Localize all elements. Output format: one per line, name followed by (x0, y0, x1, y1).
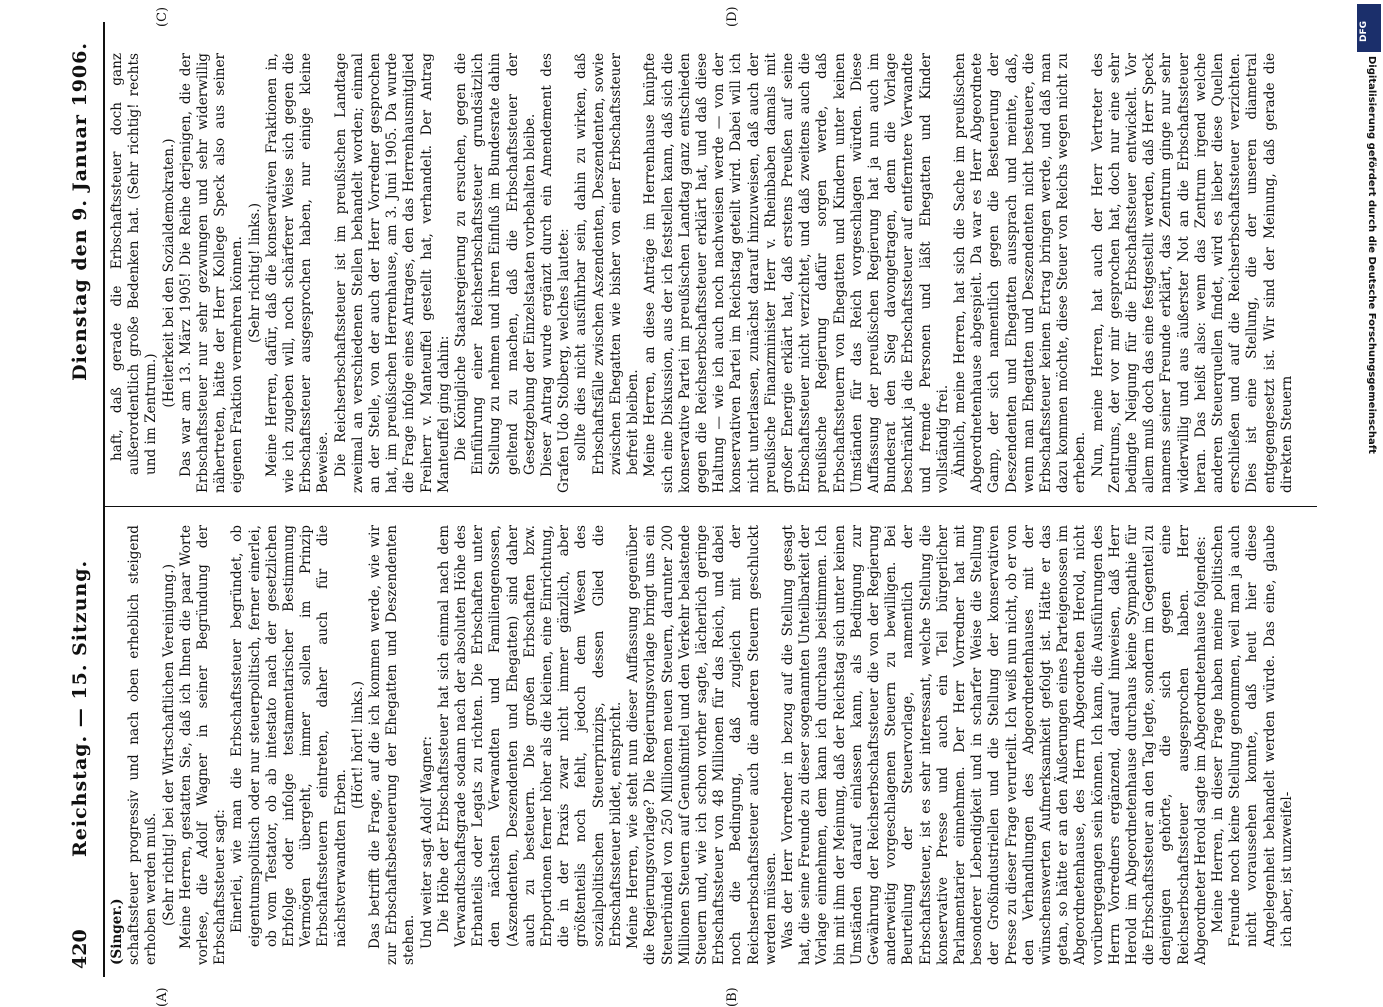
page-header (65, 22, 103, 977)
paragraph: Meine Herren, gestatten Sie, daß ich Ihnen die paar Worte vorlese, die Adolf Wagner in seiner Begründung der Erbschaftssteuer sagt: (177, 525, 229, 965)
paragraph: Ähnlich, meine Herren, hat sich die Sache im preußischen Abgeordnetenhause abgespielt. Da war es Herr Abgeordnete Gamp, der sich namentlich gegen die Besteuerung der Deszendenten und Ehegatten aussprach und meinte, daß, wenn man Ehegatten und Deszendenten nicht besteuere, die Erbschaftssteuer keinen Ertrag bringen werde, und daß man dazu kommen möchte, diese Steuer von Reichs wegen nicht zu erheben. (951, 53, 1089, 493)
quotation: haft, daß gerade die Erbschaftssteuer doch ganz außerordentlich große Bedenken hat. (Sehr richtig! rechts und im Zentrum.) (109, 53, 160, 475)
margin-mark-b: (B) (725, 987, 740, 1007)
paragraph: Meine Herren, an diese Anträge im Herrenhause knüpfte sich eine Diskussion, aus der ich feststellen kann, daß sich die konservative Partei im preußischen Landtag ganz entschieden gegen die Reichserbschaftssteuer erklärt hat, und daß diese Haltung — wie ich auch noch nachweisen werde — von der konservativen Partei im Reichstag geteilt wird. Dabei will ich nicht unterlassen, zunächst darauf hinzuweisen, daß auch der preußische Finanzminister Herr v. Rheinbaben damals mit großer Energie erklärt hat, daß erstens Preußen auf seine Erbschaftssteuer nicht verzichtet, und daß zweitens auch die preußische Regierung dafür sorgen werde, daß Erbschaftssteuern von Ehegatten und Kindern unter keinen Umständen für das Reich vorgeschlagen würden. Diese Auffassung der preußischen Regierung hat ja nun auch im Bundesrat den Sieg davongetragen, denn die Vorlage beschränkt ja die Erbschaftssteuer auf entferntere Verwandte und fremde Personen und läßt Ehegatten und Kinder vollständig frei. (642, 53, 951, 493)
paragraph: Meine Herren, dafür, daß die konservativen Fraktionen in, wie ich zugeben will, noch schärferer Weise sich gegen die Erbschaftssteuer ausgesprochen haben, nur einige kleine Beweise. (263, 53, 332, 493)
right-column (109, 53, 1313, 493)
left-column (109, 525, 1313, 965)
interjection: (Heiterkeit bei den Sozialdemokraten.) (160, 138, 177, 408)
paragraph: Das war am 13. März 1905! Die Reihe derjenigen, die der Erbschaftssteuer nur sehr gezwungen und sehr widerwillig nähertreten, hätte der Herr Kollege Speck also aus seiner eigenen Fraktion vermehren können. (177, 53, 246, 493)
quotation: Die Königliche Staatsregierung zu ersuchen, gegen die Einführung einer Reichserbschaftssteuer grundsätzlich Stellung zu nehmen und ihren Einfluß im Bundesrate dahin geltend zu machen, daß die Erbschaftssteuer der Gesetzgebung der Einzelstaaten vorbehalten bleibe. (453, 53, 538, 475)
margin-mark-d: (D) (725, 6, 740, 27)
margin-mark-a: (A) (155, 987, 170, 1007)
dfg-logo (1357, 4, 1381, 52)
interjection: (Sehr richtig! bei der Wirtschaftlichen Vereinigung.) (160, 563, 177, 927)
paragraph: schaftssteuer progressiv und nach oben erheblich steigend erhoben werden muß. (126, 525, 160, 965)
paragraph: Meine Herren, wie steht nun dieser Auffassung gegenüber die Regierungsvorlage? Die Regierungsvorlage bringt uns ein Steuerbündel von 250 Millionen neuen Steuern, darunter 200 Millionen Steuern auf Genußmittel und den Verkehr belastende Steuern und, wie ich schon vorher sagte, lächerlich geringe Erbschaftssteuer von 48 Millionen für das Reich, und dabei noch die Bedingung, daß zugleich mit der Reichserbschaftssteuer auch die anderen Steuern geschluckt werden müssen. (625, 525, 779, 965)
paragraph: Die Reichserbschaftssteuer ist im preußischen Landtage zweimal an verschiedenen Stellen behandelt worden; einmal an der Stelle, von der auch der Herr Vorredner gesprochen hat, im preußischen Herrenhause, am 3. Juni 1905. Da wurde die Frage infolge eines Antrages, den das Herrenhausmitglied Freiherr v. Manteuffel gestellt hat, verhandelt. Der Antrag Manteuffel ging dahin: (332, 53, 452, 493)
interjection: (Hört! hört! links.) (349, 680, 366, 810)
column-divider (105, 506, 1317, 507)
header-right-title: Dienstag den 9. Januar 1906. (69, 42, 91, 381)
header-left-title: Reichstag. — 15. Sitzung. (69, 559, 91, 857)
paragraph: Was der Herr Vorredner in bezug auf die Stellung gesagt hat, die seine Freunde zu dieser sogenannten Unteilbarkeit der Vorlage einnehmen, dem kann ich durchaus beistimmen. Ich bin mit ihm der Meinung, daß der Reichstag sich unter keinen Umständen darauf einlassen kann, als Bedingung zur Gewährung der Reichserbschaftssteuer die von der Regierung anderweitig vorgeschlagenen Steuern zu bewilligen. Bei Beurteilung der Steuervorlage, namentlich der Erbschaftssteuer, ist es sehr interessant, welche Stellung die konservative Presse und auch ein Teil bürgerlicher Parlamentarier einnehmen. Der Herr Vorredner hat mit besonderer Lebendigkeit und in scharfer Weise die Stellung der Großindustriellen und die Stellung der konservativen Presse zu dieser Frage verurteilt. Ich weiß nun nicht, ob er von den Verhandlungen des Abgeordnetenhauses mit der wünschenswerten Aufmerksamkeit gefolgt ist. Hätte er das getan, so hätte er an den Äußerungen eines Parteigenossen im Abgeordnetenhause, des Herrn Abgeordneten Herold, nicht vorübergegangen sein können. Ich kann, die Ausführungen des Herrn Vorredners ergänzend, darauf hinweisen, daß Herr Herold im Abgeordnetenhause durchaus keine Sympathie für die Erbschaftssteuer an den Tag legte, sondern im Gegenteil zu denjenigen gehörte, die sich gegen eine Reichserbschaftssteuer ausgesprochen haben. Herr Abgeordneter Herold sagte im Abgeordnetenhause folgendes: (779, 525, 1209, 965)
digitization-sidebar (1357, 4, 1381, 996)
page-number: 420 (69, 929, 91, 969)
dfg-logo-text: DFG (1359, 20, 1369, 42)
margin-mark-c: (C) (155, 6, 170, 27)
paragraph: Das betrifft die Frage, auf die ich kommen werde, wie wir zur Erbschaftsbesteuerung der Ehegatten und Deszendenten stehen. (367, 525, 418, 965)
quotation: Einerlei, wie man die Erbschaftssteuer begründet, ob eigentumspolitisch oder nur steuerpolitisch, ferner einerlei, ob vom Testator, ob ab intestato nach der gesetzlichen Erbfolge oder infolge testamentarischer Bestimmung Vermögen übergeht, immer sollen im Prinzip Erbschaftssteuern eintreten, daher auch für die nächstverwandten Erben. (229, 525, 349, 947)
paragraph: Dieser Antrag wurde ergänzt durch ein Amendement des Grafen Udo Stolberg, welches lautete: (539, 53, 573, 493)
paragraph: Nun, meine Herren, hat auch der Herr Vertreter des Zentrums, der vor mir gesprochen hat, doch nur eine sehr bedingte Neigung für die Erbschaftssteuer entwickelt. Vor allem muß doch das eine festgestellt werden, daß Herr Speck namens seiner Freunde erklärt, das Zentrum ginge nur sehr widerwillig und aus äußerster Not an die Erbschaftssteuer heran. Das heißt also: wenn das Zentrum irgend welche anderen Steuerquellen findet, wird es lieber diese Quellen erschließen und auf die Reichserbschaftssteuer verzichten. Dies ist eine Stellung, die der unseren diametral entgegengesetzt ist. Wir sind der Meinung, daß gerade die direkten Steuern (1089, 53, 1295, 493)
header-rule (103, 22, 105, 977)
digitization-credit: Digitalisierung gefördert durch die Deutsche Forschungsgemeinschaft (1366, 56, 1377, 454)
quotation: Die Höhe der Erbschaftssteuer hat sich einmal nach dem Verwandtschaftsgrade sodann nach der absoluten Höhe des Erbanteils oder Legats zu richten. Die Erbschaften unter den nächsten Verwandten und Familiengenossen, (Aszendenten, Deszendenten und Ehegatten) sind daher auch zu besteuern. Die großen Erbschaften bzw. Erbportionen ferner höher als die kleinen, eine Einrichtung, die in der Praxis zwar nicht immer gänzlich, aber größtenteils noch fehlt, jedoch dem Wesen des sozialpolitischen Steuerprinzips, dessen Glied die Erbschaftssteuer bildet, entspricht. (435, 525, 624, 947)
quotation: sollte dies nicht ausführbar sein, dahin zu wirken, daß Erbschaftsfälle zwischen Aszendenten, Deszendenten, sowie zwischen Ehegatten wie bisher von einer Erbschaftssteuer befreit bleiben. (573, 53, 642, 475)
speaker-name: (Singer.) (109, 898, 125, 965)
interjection: (Sehr richtig! links.) (246, 202, 263, 344)
quotation: Meine Herren, in dieser Frage haben meine politischen Freunde noch keine Stellung genommen, weil man ja auch nicht voraussehen konnte, daß heut hier diese Angelegenheit behandelt werden würde. Das eine, glaube ich aber, ist unzweifel- (1210, 525, 1295, 947)
rotated-page-content (65, 6, 1317, 1007)
paragraph: Und weiter sagt Adolf Wagner: (418, 735, 435, 949)
